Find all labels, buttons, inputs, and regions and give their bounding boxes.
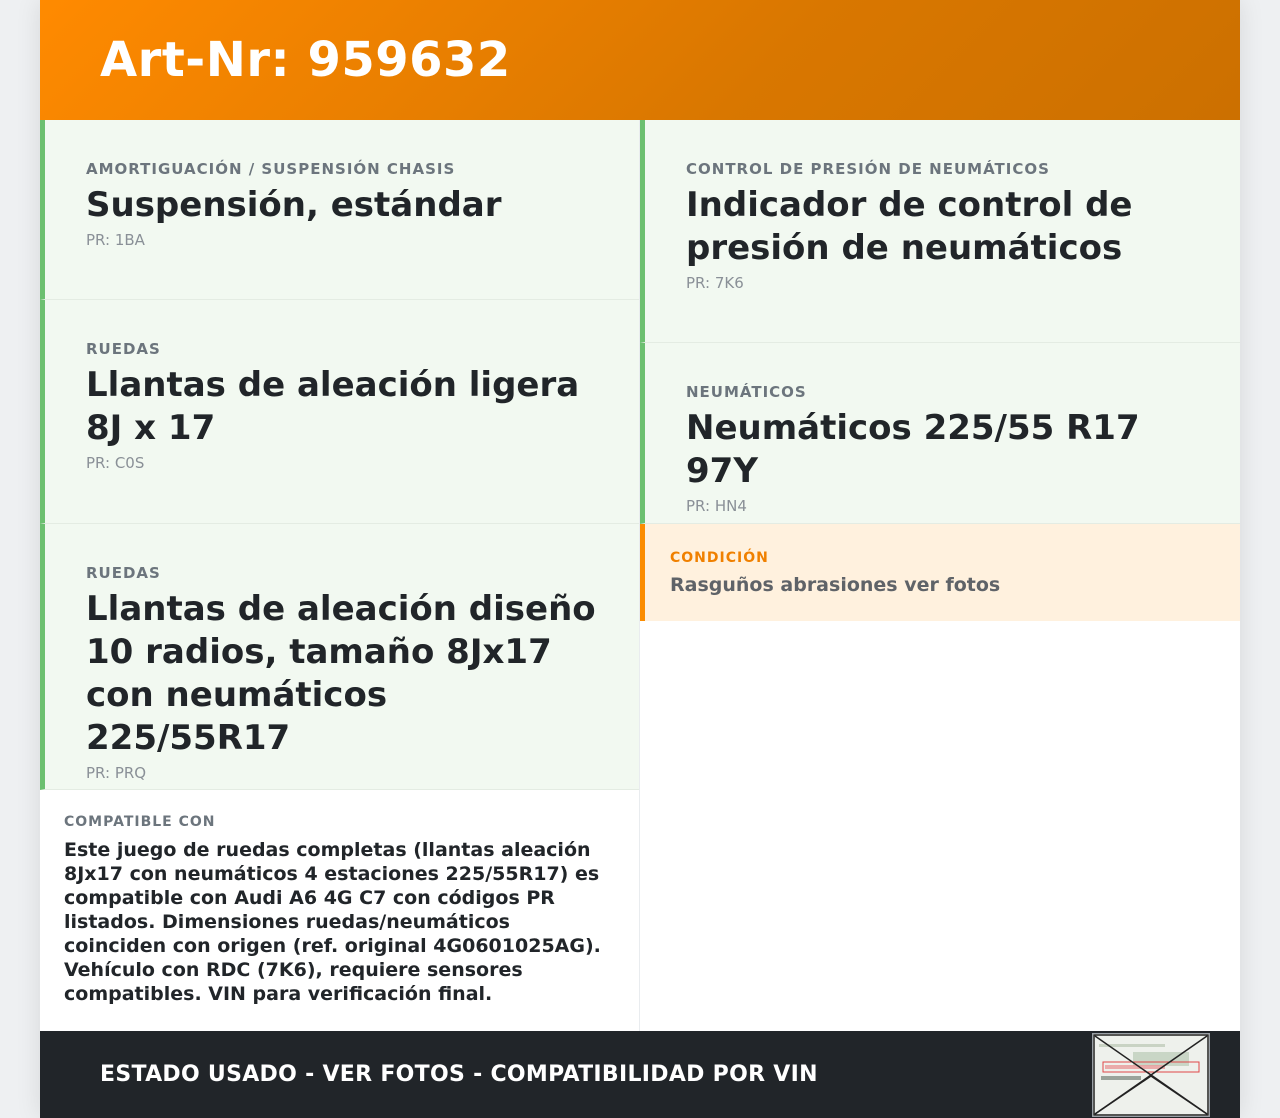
spec-category: RUEDAS [86,340,161,358]
spec-card-suspension [40,120,639,300]
spec-card-wheel-design [40,524,639,790]
condition-box [640,524,1240,621]
header-bar [40,0,1240,120]
spec-title: Indicador de control de presión de neumáticos [686,185,1133,268]
condition-label: CONDICIÓN [670,550,769,566]
compatibility-section [40,790,639,1006]
spec-card-tire-pressure [640,120,1240,343]
spec-category: NEUMÁTICOS [686,383,807,401]
spec-title: Suspensión, estándar [86,185,502,225]
spec-pr-code: PR: 7K6 [686,274,744,292]
spec-category: AMORTIGUACIÓN / SUSPENSIÓN CHASIS [86,160,456,178]
compatibility-label: COMPATIBLE CON [64,814,216,830]
spec-card-wheels [40,300,639,524]
article-number-title: Art-Nr: 959632 [100,32,511,88]
footer-bar [40,1031,1240,1118]
spec-card-tires [640,343,1240,524]
parts-sheet [40,0,1240,1118]
footer-message: ESTADO USADO - VER FOTOS - COMPATIBILIDAD POR VIN [100,1062,818,1087]
compatibility-text: Este juego de ruedas completas (llantas aleación 8Jx17 con neumáticos 4 estaciones 225/55R17) es compatible con Audi A6 4G C7 con códigos PR listados. Dimensiones ruedas/neumáticos coinciden con origen (ref. original 4G0601025AG). Vehículo con RDC (7K6), requiere sensores compatibles. VIN para verificación final. [64,839,601,1005]
spec-title: Llantas de aleación ligera 8J x 17 [86,365,580,448]
spec-pr-code: PR: PRQ [86,764,147,782]
spec-title: Neumáticos 225/55 R17 97Y [686,408,1140,491]
right-column [640,120,1240,1031]
envelope-drawing [1093,1034,1209,1116]
content-columns [40,120,1240,1031]
spec-title: Llantas de aleación diseño 10 radios, tamaño 8Jx17 con neumáticos 225/55R17 [86,589,596,758]
spec-category: CONTROL DE PRESIÓN DE NEUMÁTICOS [686,160,1050,178]
spec-pr-code: PR: HN4 [686,497,747,515]
envelope-icon [1092,1033,1210,1117]
spec-pr-code: PR: 1BA [86,231,145,249]
left-column [40,120,640,1031]
spec-pr-code: PR: C0S [86,454,145,472]
spec-category: RUEDAS [86,564,161,582]
condition-text: Rasguños abrasiones ver fotos [670,574,1001,596]
